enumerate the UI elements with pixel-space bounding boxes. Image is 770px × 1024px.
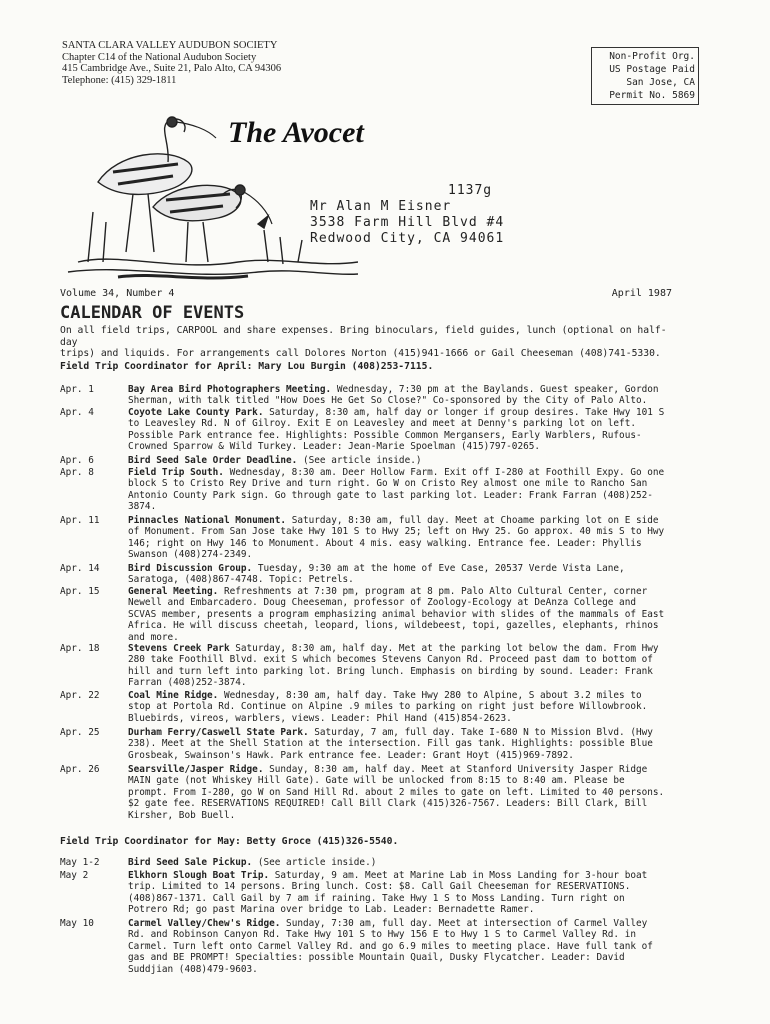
event-description xyxy=(128,870,676,916)
may-coordinator: Field Trip Coordinator for May: Betty Groce (415)326-5540. xyxy=(60,836,399,847)
event-details: Refreshments at 7:30 pm, program at 8 pm. Palo Alto Cultural Center, corner Newell and Embarcadero. Doug Cheeseman, professor of Zoology-Ecology at DeAnza College and SCVAS member, presents a program emphasizing animal behavior with slides of the mammals of East Africa. He will discuss cheetah, leopard, lions, wildebeest, topi, gazelles, elephants, rhinos and more. xyxy=(128,586,665,643)
event-details: Wednesday, 8:30 am, half day. Take Hwy 280 to Alpine, S about 3.2 miles to stop at Portola Rd. Continue on Alpine .9 miles to parking on right just before Willowbrook. Bluebirds, vireos, warblers, views. Leader: Phil Hand (415)854-2623. xyxy=(128,690,648,724)
event-description xyxy=(128,455,676,466)
event-details: (See article inside.) xyxy=(297,455,422,466)
recipient-street: 3538 Farm Hill Blvd #4 xyxy=(310,215,505,230)
event-date: Apr. 15 xyxy=(60,586,100,597)
event-title: Stevens Creek Park xyxy=(128,643,230,654)
event-date: Apr. 18 xyxy=(60,643,100,654)
mailing-code: 1137g xyxy=(448,183,493,198)
event-description xyxy=(128,586,676,643)
postage-indicia xyxy=(591,47,699,105)
event-title: Coal Mine Ridge. xyxy=(128,690,219,701)
event-description xyxy=(128,690,676,724)
event-description xyxy=(128,643,676,689)
event-title: General Meeting. xyxy=(128,586,219,597)
calendar-heading: CALENDAR OF EVENTS xyxy=(60,303,245,323)
event-title: Field Trip South. xyxy=(128,467,224,478)
event-description xyxy=(128,764,676,821)
event-title: Pinnacles National Monument. xyxy=(128,515,287,526)
event-date: Apr. 8 xyxy=(60,467,94,478)
org-name: SANTA CLARA VALLEY AUDUBON SOCIETY xyxy=(62,40,278,51)
org-telephone: Telephone: (415) 329-1811 xyxy=(62,74,177,86)
event-details: Saturday, 8:30 am, half day. Met at the parking lot below the dam. From Hwy 280 take Foothill Blvd. exit S which becomes Stevens Canyon Rd. Proceed past dam to bottom of hill and turn left into parking lot. Bring lunch. Emphasis on birding by sound. Leader: Frank Farran (408)252-3874. xyxy=(128,643,659,689)
event-date: Apr. 11 xyxy=(60,515,100,526)
calendar-intro: On all field trips, CARPOOL and share expenses. Bring binoculars, field guides, lunch (optional on half-day trips) and liquids. For arrangements call Dolores Norton (415)941-1666 or Gail Cheeseman (408)741-5330. xyxy=(60,325,667,359)
event-title: Bay Area Bird Photographers Meeting. xyxy=(128,384,332,395)
event-title: Bird Seed Sale Order Deadline. xyxy=(128,455,298,466)
event-details: Saturday, 8:30 am, half day or longer if group desires. Take Hwy 101 S to Leavesley Rd. N of Gilroy. Exit E on Leavesley and meet at Denny's parking lot on left. Possible Park entrance fee. Highlights: Possible Common Mergansers, Early Warblers, Rufous- Crowned Sparrow & Wild Turkey. Leader: Jean-Marie Spoelman (415)797-0265. xyxy=(128,407,665,453)
event-details: Saturday, 9 am. Meet at Marine Lab in Moss Landing for 3-hour boat trip. Limited to 14 persons. Bring lunch. Cost: $8. Call Gail Cheeseman for RESERVATIONS. (408)867-1371. Call Gail by 7 am if raining. Take Hwy 1 S to Moss Landing. Turn right on Potrero Rd; go past Marina over bridge to Lab. Leader: Bernadette Ramer. xyxy=(128,870,648,916)
event-description xyxy=(128,515,676,561)
postage-line: US Postage Paid xyxy=(609,64,695,75)
postage-line: Permit No. 5869 xyxy=(609,90,695,101)
event-description xyxy=(128,407,676,453)
org-address-block xyxy=(62,40,281,86)
event-description xyxy=(128,918,676,975)
event-title: Searsville/Jasper Ridge. xyxy=(128,764,264,775)
april-coordinator: Field Trip Coordinator for April: Mary Lou Burgin (408)253-7115. xyxy=(60,361,434,372)
org-chapter: Chapter C14 of the National Audubon Society xyxy=(62,51,257,63)
event-date: Apr. 1 xyxy=(60,384,94,395)
event-details: Wednesday, 8:30 am. Deer Hollow Farm. Exit off I-280 at Foothill Expy. Go one block S to Cristo Rey Drive and turn right. Go W on Cristo Rey almost one mile to Rancho San Antonio County Park sign. Go through gate to last parking lot. Leader: Frank Farran (408)252- 3874. xyxy=(128,467,665,513)
event-description xyxy=(128,857,676,868)
event-details: Saturday, 8:30 am, full day. Meet at Choame parking lot on E side of Monument. From San Jose take Hwy 101 S to Hwy 25; left on Hwy 25. Go approx. 40 mis S to Hwy 146; right on Hwy 146 to Monument. About 4 mis. easy walking. Entrance fee. Leader: Phyllis Swanson (408)274-2349. xyxy=(128,515,665,561)
event-details: Sunday, 8:30 am, half day. Meet at Stanford University Jasper Ridge MAIN gate (not Whiskey Hill Gate). Gate will be unlocked from 8:15 to 8:40 am. Please be prompt. From I-280, go W on Sand Hill Rd. about 2 miles to gate on left. Limited to 40 persons. $2 gate fee. RESERVATIONS REQUIRED! Call Bill Clark (415)326-7567. Leaders: Bill Clark, Bill Kirsher, Bob Buell. xyxy=(128,764,665,821)
event-description xyxy=(128,727,676,761)
event-date: May 10 xyxy=(60,918,94,929)
postage-line: San Jose, CA xyxy=(626,77,695,88)
event-title: Elkhorn Slough Boat Trip. xyxy=(128,870,270,881)
event-date: May 1-2 xyxy=(60,857,100,868)
event-title: Coyote Lake County Park. xyxy=(128,407,264,418)
postage-line: Non-Profit Org. xyxy=(609,51,695,62)
recipient-name: Mr Alan M Eisner xyxy=(310,199,452,214)
event-title: Bird Seed Sale Pickup. xyxy=(128,857,253,868)
event-description xyxy=(128,467,676,513)
event-title: Bird Discussion Group. xyxy=(128,563,253,574)
event-details: Tuesday, 9:30 am at the home of Eve Case, 20537 Verde Vista Lane, Saratoga, (408)867-4748. Topic: Petrels. xyxy=(128,563,625,586)
event-date: May 2 xyxy=(60,870,89,881)
event-date: Apr. 6 xyxy=(60,455,94,466)
newsletter-title: The Avocet xyxy=(228,116,364,149)
issue-line xyxy=(60,288,672,299)
event-details: Sunday, 7:30 am, full day. Meet at intersection of Carmel Valley Rd. and Robinson Canyon Rd. Take Hwy 101 S to Hwy 156 E to Hwy 1 S to Carmel Valley Rd. in Carmel. Turn left onto Carmel Valley Rd. and go 6.9 miles to meeting place. Have full tank of gas and BE PROMPT! Specialties: possible Mountain Quail, Dusky Flycatcher. Leader: David Suddjian (408)479-9603. xyxy=(128,918,653,975)
event-description xyxy=(128,384,676,407)
event-details: (See article inside.) xyxy=(252,857,377,868)
event-date: Apr. 14 xyxy=(60,563,100,574)
event-date: Apr. 26 xyxy=(60,764,100,775)
event-title: Carmel Valley/Chew's Ridge. xyxy=(128,918,281,929)
org-street: 415 Cambridge Ave., Suite 21, Palo Alto, CA 94306 xyxy=(62,63,282,74)
event-date: Apr. 25 xyxy=(60,727,100,738)
recipient-city: Redwood City, CA 94061 xyxy=(310,231,505,246)
issue-date: April 1987 xyxy=(611,288,672,299)
event-description xyxy=(128,563,676,586)
event-title: Durham Ferry/Caswell State Park. xyxy=(128,727,309,738)
mailing-label xyxy=(310,183,504,247)
event-date: Apr. 22 xyxy=(60,690,100,701)
event-details: Wednesday, 7:30 pm at the Baylands. Guest speaker, Gordon Sherman, with talk titled "How Does He Get So Close?" Co-sponsored by the City of Palo Alto. xyxy=(128,384,659,407)
event-details: Saturday, 7 am, full day. Take I-680 N to Mission Blvd. (Hwy 238). Meet at the Shell Station at the intersection. Fill gas tank. Highlights: possible Blue Grosbeak, Swainson's Hawk. Park entrance fee. Leader: Grant Hoyt (415)969-7892. xyxy=(128,727,653,761)
volume-number: Volume 34, Number 4 xyxy=(60,288,175,299)
event-date: Apr. 4 xyxy=(60,407,94,418)
